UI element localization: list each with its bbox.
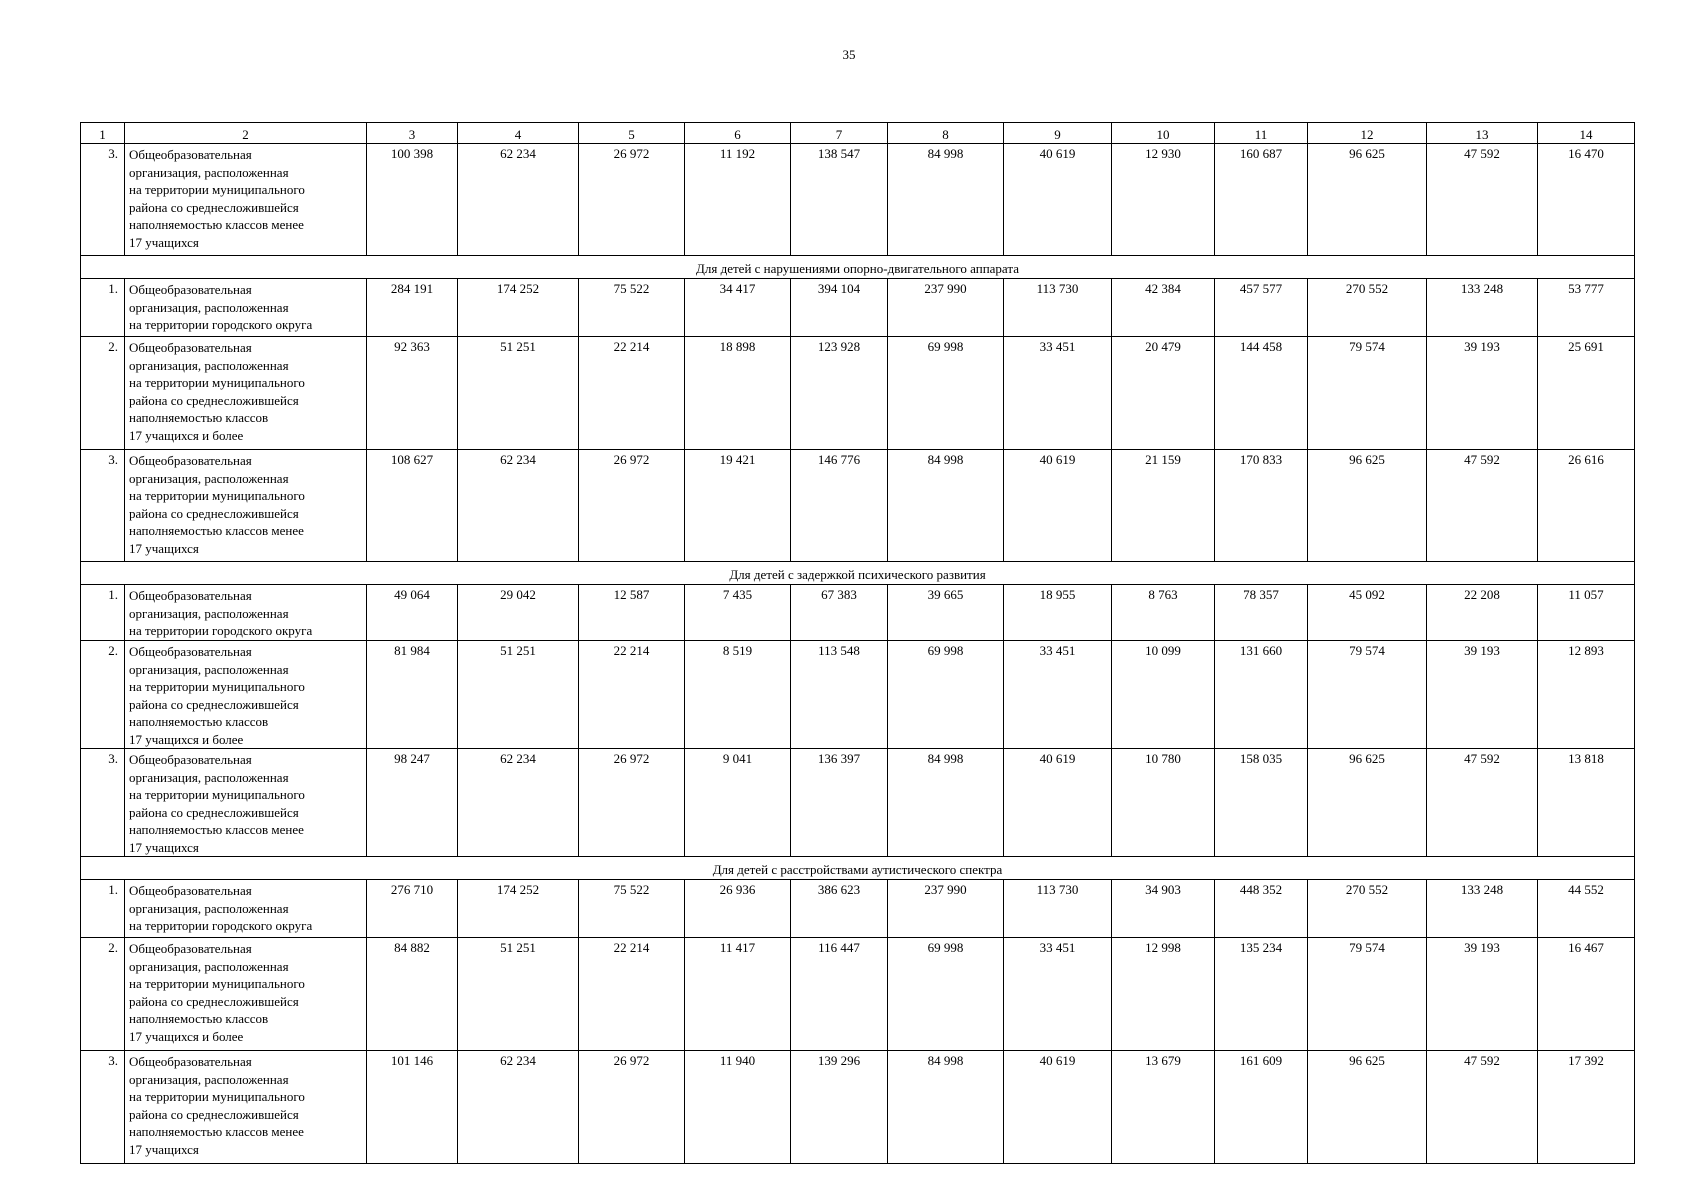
value-cell: 79 574 [1308,337,1427,450]
value-cell: 10 780 [1112,749,1215,857]
value-cell: 16 470 [1538,144,1635,256]
value-cell: 47 592 [1427,144,1538,256]
value-cell: 237 990 [888,880,1004,938]
value-cell: 18 898 [685,337,791,450]
value-cell: 394 104 [791,279,888,337]
organization-name [125,279,367,337]
value-cell: 113 730 [1004,279,1112,337]
table-row [81,144,1635,256]
organization-name [125,641,367,749]
row-number: 1. [81,880,125,938]
value-cell: 16 467 [1538,938,1635,1051]
value-cell: 34 903 [1112,880,1215,938]
value-cell: 51 251 [458,337,579,450]
value-cell: 386 623 [791,880,888,938]
value-cell: 11 417 [685,938,791,1051]
value-cell: 158 035 [1215,749,1308,857]
value-cell: 39 193 [1427,641,1538,749]
table-row [81,585,1635,641]
organization-name [125,450,367,562]
value-cell: 160 687 [1215,144,1308,256]
organization-name-line: района со среднесложившейся [129,804,299,820]
section-header-row [81,256,1635,279]
organization-name-line: организация, расположенная [129,470,289,486]
row-number: 3. [81,144,125,256]
organization-name-line: наполняемостью классов менее [129,1124,304,1139]
row-number: 3. [81,749,125,857]
value-cell: 22 214 [579,938,685,1051]
organization-name-line: 17 учащихся [129,1141,199,1157]
column-header: 4 [458,123,579,144]
organization-name-line: наполняемостью классов [129,1011,269,1026]
value-cell: 96 625 [1308,1051,1427,1164]
organization-name-line: Общеобразовательная [129,453,252,468]
value-cell: 79 574 [1308,641,1427,749]
organization-name-line: района со среднесложившейся [129,392,299,408]
value-cell: 101 146 [367,1051,458,1164]
value-cell: 270 552 [1308,880,1427,938]
column-header: 11 [1215,123,1308,144]
organization-name [125,1051,367,1164]
value-cell: 47 592 [1427,450,1538,562]
value-cell: 17 392 [1538,1051,1635,1164]
column-header: 10 [1112,123,1215,144]
value-cell: 69 998 [888,938,1004,1051]
organization-name [125,749,367,857]
organization-name-line: на территории муниципального [129,679,305,694]
value-cell: 12 930 [1112,144,1215,256]
section-title: Для детей с расстройствами аутистического спектра [81,857,1635,880]
organization-name-line: на территории муниципального [129,375,305,390]
value-cell: 47 592 [1427,1051,1538,1164]
column-header: 14 [1538,123,1635,144]
organization-name-line: наполняемостью классов [129,714,269,729]
organization-name [125,938,367,1051]
column-header: 12 [1308,123,1427,144]
value-cell: 62 234 [458,450,579,562]
value-cell: 174 252 [458,279,579,337]
value-cell: 161 609 [1215,1051,1308,1164]
table-row [81,279,1635,337]
organization-name-line: Общеобразовательная [129,883,252,898]
value-cell: 138 547 [791,144,888,256]
table-row [81,749,1635,857]
table-row [81,880,1635,938]
section-header-row [81,562,1635,585]
value-cell: 113 548 [791,641,888,749]
value-cell: 81 984 [367,641,458,749]
organization-name-line: наполняемостью классов менее [129,217,304,232]
value-cell: 33 451 [1004,337,1112,450]
value-cell: 33 451 [1004,641,1112,749]
value-cell: 84 998 [888,450,1004,562]
organization-name-line: на территории муниципального [129,787,305,802]
value-cell: 9 041 [685,749,791,857]
value-cell: 96 625 [1308,144,1427,256]
row-number: 1. [81,585,125,641]
value-cell: 47 592 [1427,749,1538,857]
value-cell: 12 893 [1538,641,1635,749]
value-cell: 26 972 [579,144,685,256]
value-cell: 26 972 [579,450,685,562]
value-cell: 26 936 [685,880,791,938]
organization-name-line: на территории муниципального [129,182,305,197]
value-cell: 174 252 [458,880,579,938]
value-cell: 98 247 [367,749,458,857]
value-cell: 448 352 [1215,880,1308,938]
table-row [81,641,1635,749]
value-cell: 18 955 [1004,585,1112,641]
value-cell: 26 616 [1538,450,1635,562]
organization-name-line: 17 учащихся и более [129,427,244,443]
value-cell: 136 397 [791,749,888,857]
value-cell: 123 928 [791,337,888,450]
value-cell: 7 435 [685,585,791,641]
organization-name-line: района со среднесложившейся [129,696,299,712]
value-cell: 8 519 [685,641,791,749]
organization-name [125,585,367,641]
organization-name [125,880,367,938]
organization-name-line: на территории муниципального [129,976,305,991]
organization-name-line: организация, расположенная [129,900,289,916]
organization-name-line: Общеобразовательная [129,941,252,956]
column-header-row [81,123,1635,144]
value-cell: 45 092 [1308,585,1427,641]
row-number: 2. [81,938,125,1051]
row-number: 2. [81,641,125,749]
organization-name-line: района со среднесложившейся [129,199,299,215]
value-cell: 276 710 [367,880,458,938]
organization-name-line: на территории муниципального [129,1089,305,1104]
value-cell: 25 691 [1538,337,1635,450]
value-cell: 146 776 [791,450,888,562]
column-header: 9 [1004,123,1112,144]
value-cell: 53 777 [1538,279,1635,337]
value-cell: 135 234 [1215,938,1308,1051]
value-cell: 21 159 [1112,450,1215,562]
organization-name-line: 17 учащихся [129,234,199,250]
value-cell: 49 064 [367,585,458,641]
value-cell: 62 234 [458,144,579,256]
column-header: 7 [791,123,888,144]
value-cell: 26 972 [579,749,685,857]
value-cell: 79 574 [1308,938,1427,1051]
organization-name-line: 17 учащихся и более [129,1028,244,1044]
value-cell: 42 384 [1112,279,1215,337]
organization-name-line: на территории городского округа [129,317,313,332]
value-cell: 39 193 [1427,337,1538,450]
value-cell: 270 552 [1308,279,1427,337]
value-cell: 11 057 [1538,585,1635,641]
organization-name-line: 17 учащихся и более [129,731,244,747]
organization-name-line: наполняемостью классов менее [129,523,304,538]
table-row [81,337,1635,450]
value-cell: 139 296 [791,1051,888,1164]
value-cell: 8 763 [1112,585,1215,641]
value-cell: 170 833 [1215,450,1308,562]
organization-name-line: организация, расположенная [129,357,289,373]
table-row [81,1051,1635,1164]
organization-name [125,337,367,450]
value-cell: 33 451 [1004,938,1112,1051]
value-cell: 67 383 [791,585,888,641]
organization-name-line: Общеобразовательная [129,147,252,162]
row-number: 1. [81,279,125,337]
organization-name-line: организация, расположенная [129,605,289,621]
value-cell: 96 625 [1308,450,1427,562]
value-cell: 75 522 [579,880,685,938]
value-cell: 131 660 [1215,641,1308,749]
value-cell: 237 990 [888,279,1004,337]
value-cell: 40 619 [1004,1051,1112,1164]
column-header: 5 [579,123,685,144]
value-cell: 11 940 [685,1051,791,1164]
value-cell: 75 522 [579,279,685,337]
value-cell: 457 577 [1215,279,1308,337]
funding-table [80,122,1635,1164]
organization-name-line: Общеобразовательная [129,282,252,297]
organization-name-line: района со среднесложившейся [129,505,299,521]
value-cell: 22 214 [579,641,685,749]
column-header: 13 [1427,123,1538,144]
organization-name-line: на территории муниципального [129,488,305,503]
value-cell: 133 248 [1427,279,1538,337]
column-header: 2 [125,123,367,144]
value-cell: 12 587 [579,585,685,641]
row-number: 3. [81,450,125,562]
value-cell: 40 619 [1004,450,1112,562]
value-cell: 20 479 [1112,337,1215,450]
organization-name-line: Общеобразовательная [129,1054,252,1069]
section-title: Для детей с нарушениями опорно-двигательного аппарата [81,256,1635,279]
value-cell: 39 665 [888,585,1004,641]
organization-name-line: организация, расположенная [129,769,289,785]
value-cell: 44 552 [1538,880,1635,938]
value-cell: 116 447 [791,938,888,1051]
value-cell: 113 730 [1004,880,1112,938]
value-cell: 39 193 [1427,938,1538,1051]
column-header: 8 [888,123,1004,144]
page-number: 35 [842,47,856,62]
value-cell: 284 191 [367,279,458,337]
organization-name-line: организация, расположенная [129,299,289,315]
value-cell: 84 998 [888,749,1004,857]
value-cell: 51 251 [458,938,579,1051]
value-cell: 51 251 [458,641,579,749]
organization-name-line: района со среднесложившейся [129,993,299,1009]
organization-name-line: Общеобразовательная [129,752,252,767]
value-cell: 84 882 [367,938,458,1051]
value-cell: 84 998 [888,144,1004,256]
organization-name-line: Общеобразовательная [129,644,252,659]
organization-name-line: организация, расположенная [129,661,289,677]
organization-name-line: 17 учащихся [129,839,199,855]
value-cell: 62 234 [458,1051,579,1164]
organization-name-line: Общеобразовательная [129,340,252,355]
value-cell: 29 042 [458,585,579,641]
organization-name-line: 17 учащихся [129,540,199,556]
column-header: 6 [685,123,791,144]
value-cell: 69 998 [888,337,1004,450]
organization-name-line: на территории городского округа [129,623,313,638]
value-cell: 11 192 [685,144,791,256]
value-cell: 144 458 [1215,337,1308,450]
section-title: Для детей с задержкой психического развития [81,562,1635,585]
organization-name-line: организация, расположенная [129,958,289,974]
value-cell: 13 679 [1112,1051,1215,1164]
organization-name-line: наполняемостью классов менее [129,822,304,837]
value-cell: 96 625 [1308,749,1427,857]
column-header: 1 [81,123,125,144]
value-cell: 92 363 [367,337,458,450]
value-cell: 26 972 [579,1051,685,1164]
organization-name-line: организация, расположенная [129,164,289,180]
value-cell: 40 619 [1004,749,1112,857]
row-number: 3. [81,1051,125,1164]
value-cell: 19 421 [685,450,791,562]
value-cell: 22 208 [1427,585,1538,641]
organization-name-line: района со среднесложившейся [129,1106,299,1122]
value-cell: 62 234 [458,749,579,857]
table-row [81,450,1635,562]
value-cell: 22 214 [579,337,685,450]
value-cell: 34 417 [685,279,791,337]
value-cell: 84 998 [888,1051,1004,1164]
value-cell: 100 398 [367,144,458,256]
organization-name-line: Общеобразовательная [129,588,252,603]
organization-name [125,144,367,256]
column-header: 3 [367,123,458,144]
value-cell: 10 099 [1112,641,1215,749]
organization-name-line: наполняемостью классов [129,410,269,425]
value-cell: 133 248 [1427,880,1538,938]
value-cell: 13 818 [1538,749,1635,857]
value-cell: 108 627 [367,450,458,562]
value-cell: 78 357 [1215,585,1308,641]
section-header-row [81,857,1635,880]
value-cell: 69 998 [888,641,1004,749]
table-row [81,938,1635,1051]
row-number: 2. [81,337,125,450]
organization-name-line: на территории городского округа [129,918,313,933]
value-cell: 40 619 [1004,144,1112,256]
organization-name-line: организация, расположенная [129,1071,289,1087]
value-cell: 12 998 [1112,938,1215,1051]
